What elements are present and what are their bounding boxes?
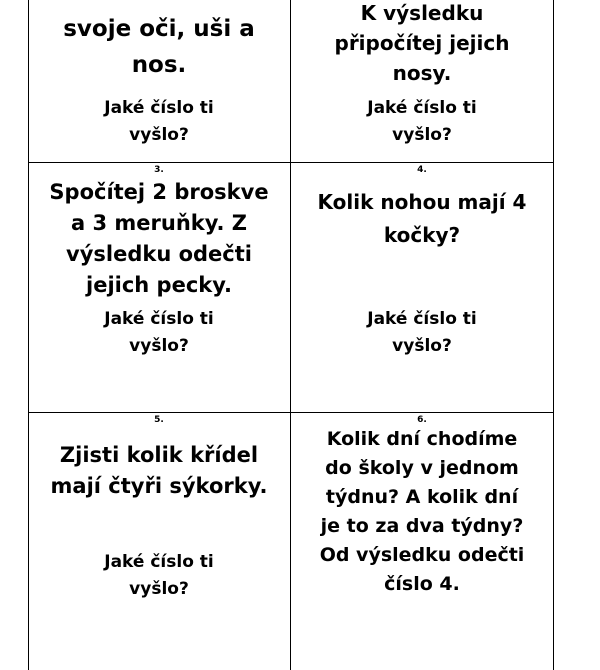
grid-right-border: [553, 0, 554, 670]
card-number: 5.: [154, 415, 164, 425]
question-line: nosy.: [392, 61, 452, 85]
card-number: 4.: [417, 165, 427, 175]
question-line: K výsledku: [360, 1, 484, 25]
card-4-ask: [291, 306, 553, 360]
card-5: [28, 413, 290, 670]
card-3: [28, 163, 290, 412]
question-line: výsledku odečti: [66, 242, 252, 266]
card-1-question: [28, 11, 290, 83]
card-grid: [28, 0, 554, 670]
ask-line: vyšlo?: [392, 336, 452, 356]
ask-line: Jaké číslo ti: [104, 98, 214, 118]
ask-line: Jaké číslo ti: [104, 552, 214, 572]
card-1: [28, 0, 290, 162]
question-line: Kolik dní chodíme: [326, 428, 518, 450]
question-line: jejich pecky.: [86, 273, 232, 297]
question-line: do školy v jednom: [325, 457, 519, 479]
card-6-question: [291, 425, 553, 599]
question-line: Kolik nohou mají 4: [317, 190, 527, 214]
card-6: [291, 413, 553, 670]
card-1-partial-line: [28, 0, 290, 11]
ask-line: vyšlo?: [129, 579, 189, 599]
question-line: je to za dva týdny?: [320, 515, 524, 537]
question-line: nos.: [131, 52, 187, 78]
question-line: mají čtyři sýkorky.: [50, 474, 268, 498]
card-1-ask: [28, 95, 290, 149]
card-5-question: [28, 440, 290, 502]
card-3-ask: [28, 306, 290, 360]
question-line: týdnu? A kolik dní: [325, 486, 519, 508]
ask-line: vyšlo?: [129, 125, 189, 145]
question-line: Spočítej 2 broskve: [49, 180, 269, 204]
question-line: připočítej jejich: [334, 31, 510, 55]
ask-line: Jaké číslo ti: [104, 309, 214, 329]
ask-line: Jaké číslo ti: [367, 309, 477, 329]
card-2: [291, 0, 553, 162]
question-line: svoje oči, uši a: [63, 16, 255, 42]
question-line: Zjisti kolik křídel: [59, 443, 259, 467]
card-5-ask: [28, 549, 290, 603]
ask-line: Jaké číslo ti: [367, 98, 477, 118]
card-number: 6.: [417, 415, 427, 425]
card-2-ask: [291, 95, 553, 149]
question-line: číslo 4.: [384, 573, 460, 595]
ask-line: vyšlo?: [129, 336, 189, 356]
question-line: a 3 meruňky. Z: [70, 211, 248, 235]
card-3-question: [28, 177, 290, 301]
card-4-question: [291, 186, 553, 252]
question-line: kočky?: [383, 223, 461, 247]
card-2-question: [291, 0, 553, 88]
question-line: Od výsledku odečti: [319, 544, 525, 566]
card-4: [291, 163, 553, 412]
card-number: 3.: [154, 165, 164, 175]
ask-line: vyšlo?: [392, 125, 452, 145]
